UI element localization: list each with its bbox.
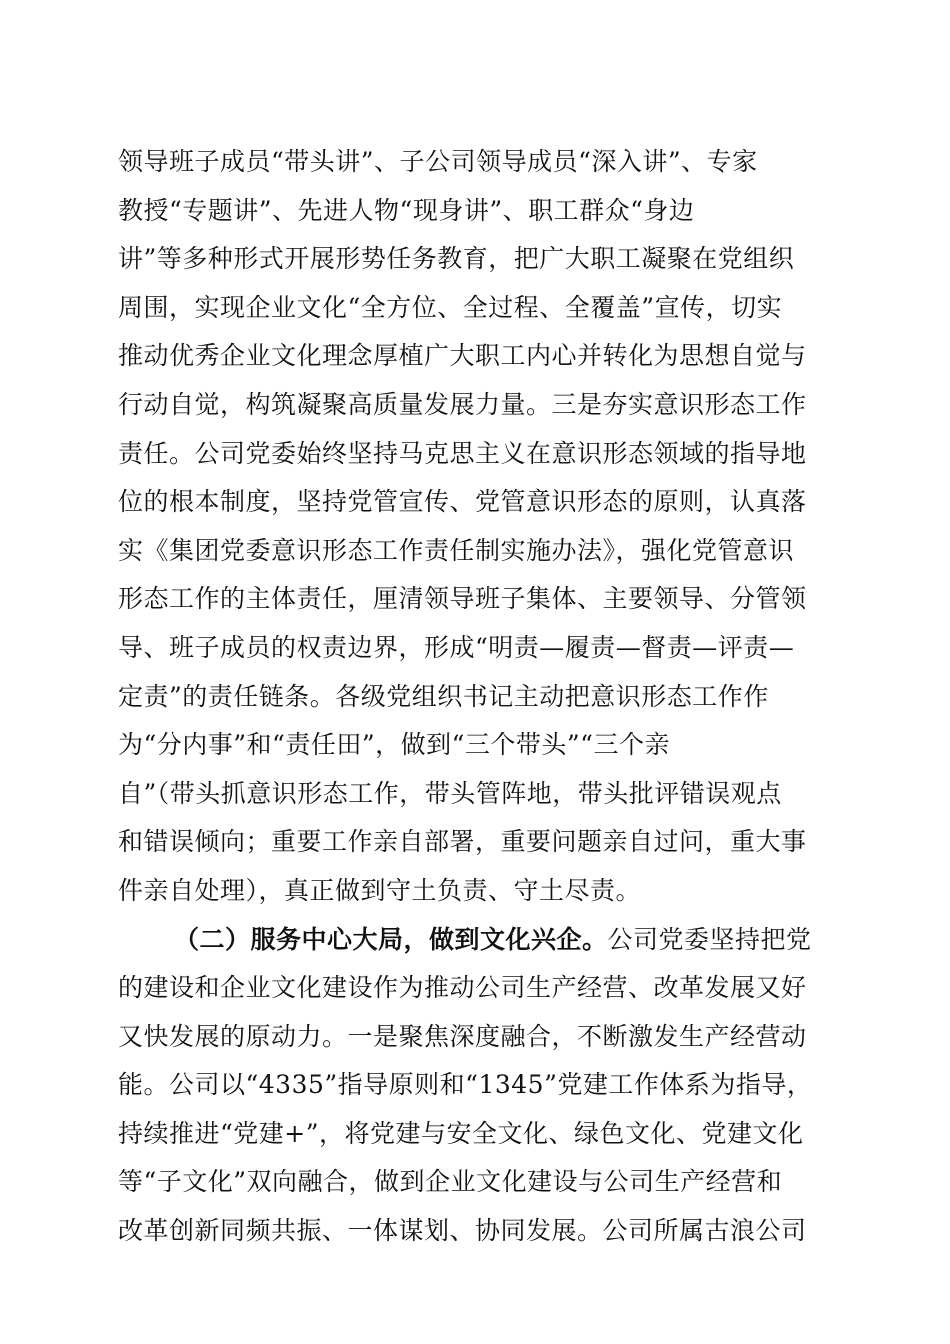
body-line-10: 形态工作的主体责任，厘清领导班子集体、主要领导、分管领 (118, 584, 807, 614)
section-first-line (118, 916, 838, 965)
body-line-13: 为“分内事”和“责任田”，做到“三个带头”“三个亲 (118, 730, 670, 760)
body-line-8: 位的根本制度，坚持党管宣传、党管意识形态的原则，认真落 (118, 487, 807, 517)
body-line-5: 推动优秀企业文化理念厚植广大职工内心并转化为思想自觉与 (118, 341, 807, 371)
body-line-7: 责任。公司党委始终坚持马克思主义在意识形态领域的指导地 (118, 438, 807, 468)
body-line-6: 行动自觉，构筑凝聚高质量发展力量。三是夯实意识形态工作 (118, 389, 807, 419)
section-heading: （二）服务中心大局，做到文化兴企。 (174, 924, 608, 954)
section-first-line-text: 公司党委坚持把党 (607, 924, 812, 954)
body-line-15: 和错误倾向；重要工作亲自部署，重要问题亲自过问，重大事 (118, 827, 807, 857)
section-line-5: 等“子文化”双向融合，做到企业文化建设与公司生产经营和 (118, 1167, 783, 1197)
body-line-1: 领导班子成员“带头讲”、子公司领导成员“深入讲”、专家 (118, 147, 758, 176)
body-line-11: 导、班子成员的权责边界，形成“明责—履责—督责—评责— (118, 632, 795, 662)
document-body (118, 138, 838, 1256)
body-line-12: 定责”的责任链条。各级党组织书记主动把意识形态工作作 (118, 681, 769, 711)
section-line-2: 又快发展的原动力。一是聚焦深度融合，不断激发生产经营动 (118, 1021, 807, 1051)
section-line-4: 持续推进“党建+”，将党建与安全文化、绿色文化、党建文化 (118, 1118, 804, 1148)
section-line-6: 改革创新同频共振、一体谋划、协同发展。公司所属古浪公司 (118, 1216, 807, 1246)
body-line-3: 讲”等多种形式开展形势任务教育，把广大职工凝聚在党组织 (118, 244, 795, 274)
section-line-3: 能。公司以“4335”指导原则和“1345”党建工作体系为指导， (118, 1070, 813, 1100)
body-line-2: 教授“专题讲”、先进人物“现身讲”、职工群众“身边 (118, 195, 695, 225)
body-line-9: 实《集团党委意识形态工作责任制实施办法》，强化党管意识 (118, 535, 795, 565)
body-line-4: 周围，实现企业文化“全方位、全过程、全覆盖”宣传，切实 (118, 292, 783, 322)
body-line-14: 自”（带头抓意识形态工作，带头管阵地，带头批评错误观点 (118, 778, 782, 808)
section-line-1: 的建设和企业文化建设作为推动公司生产经营、改革发展又好 (118, 973, 807, 1003)
body-line-16: 件亲自处理），真正做到守土负责、守土尽责。 (118, 875, 642, 905)
